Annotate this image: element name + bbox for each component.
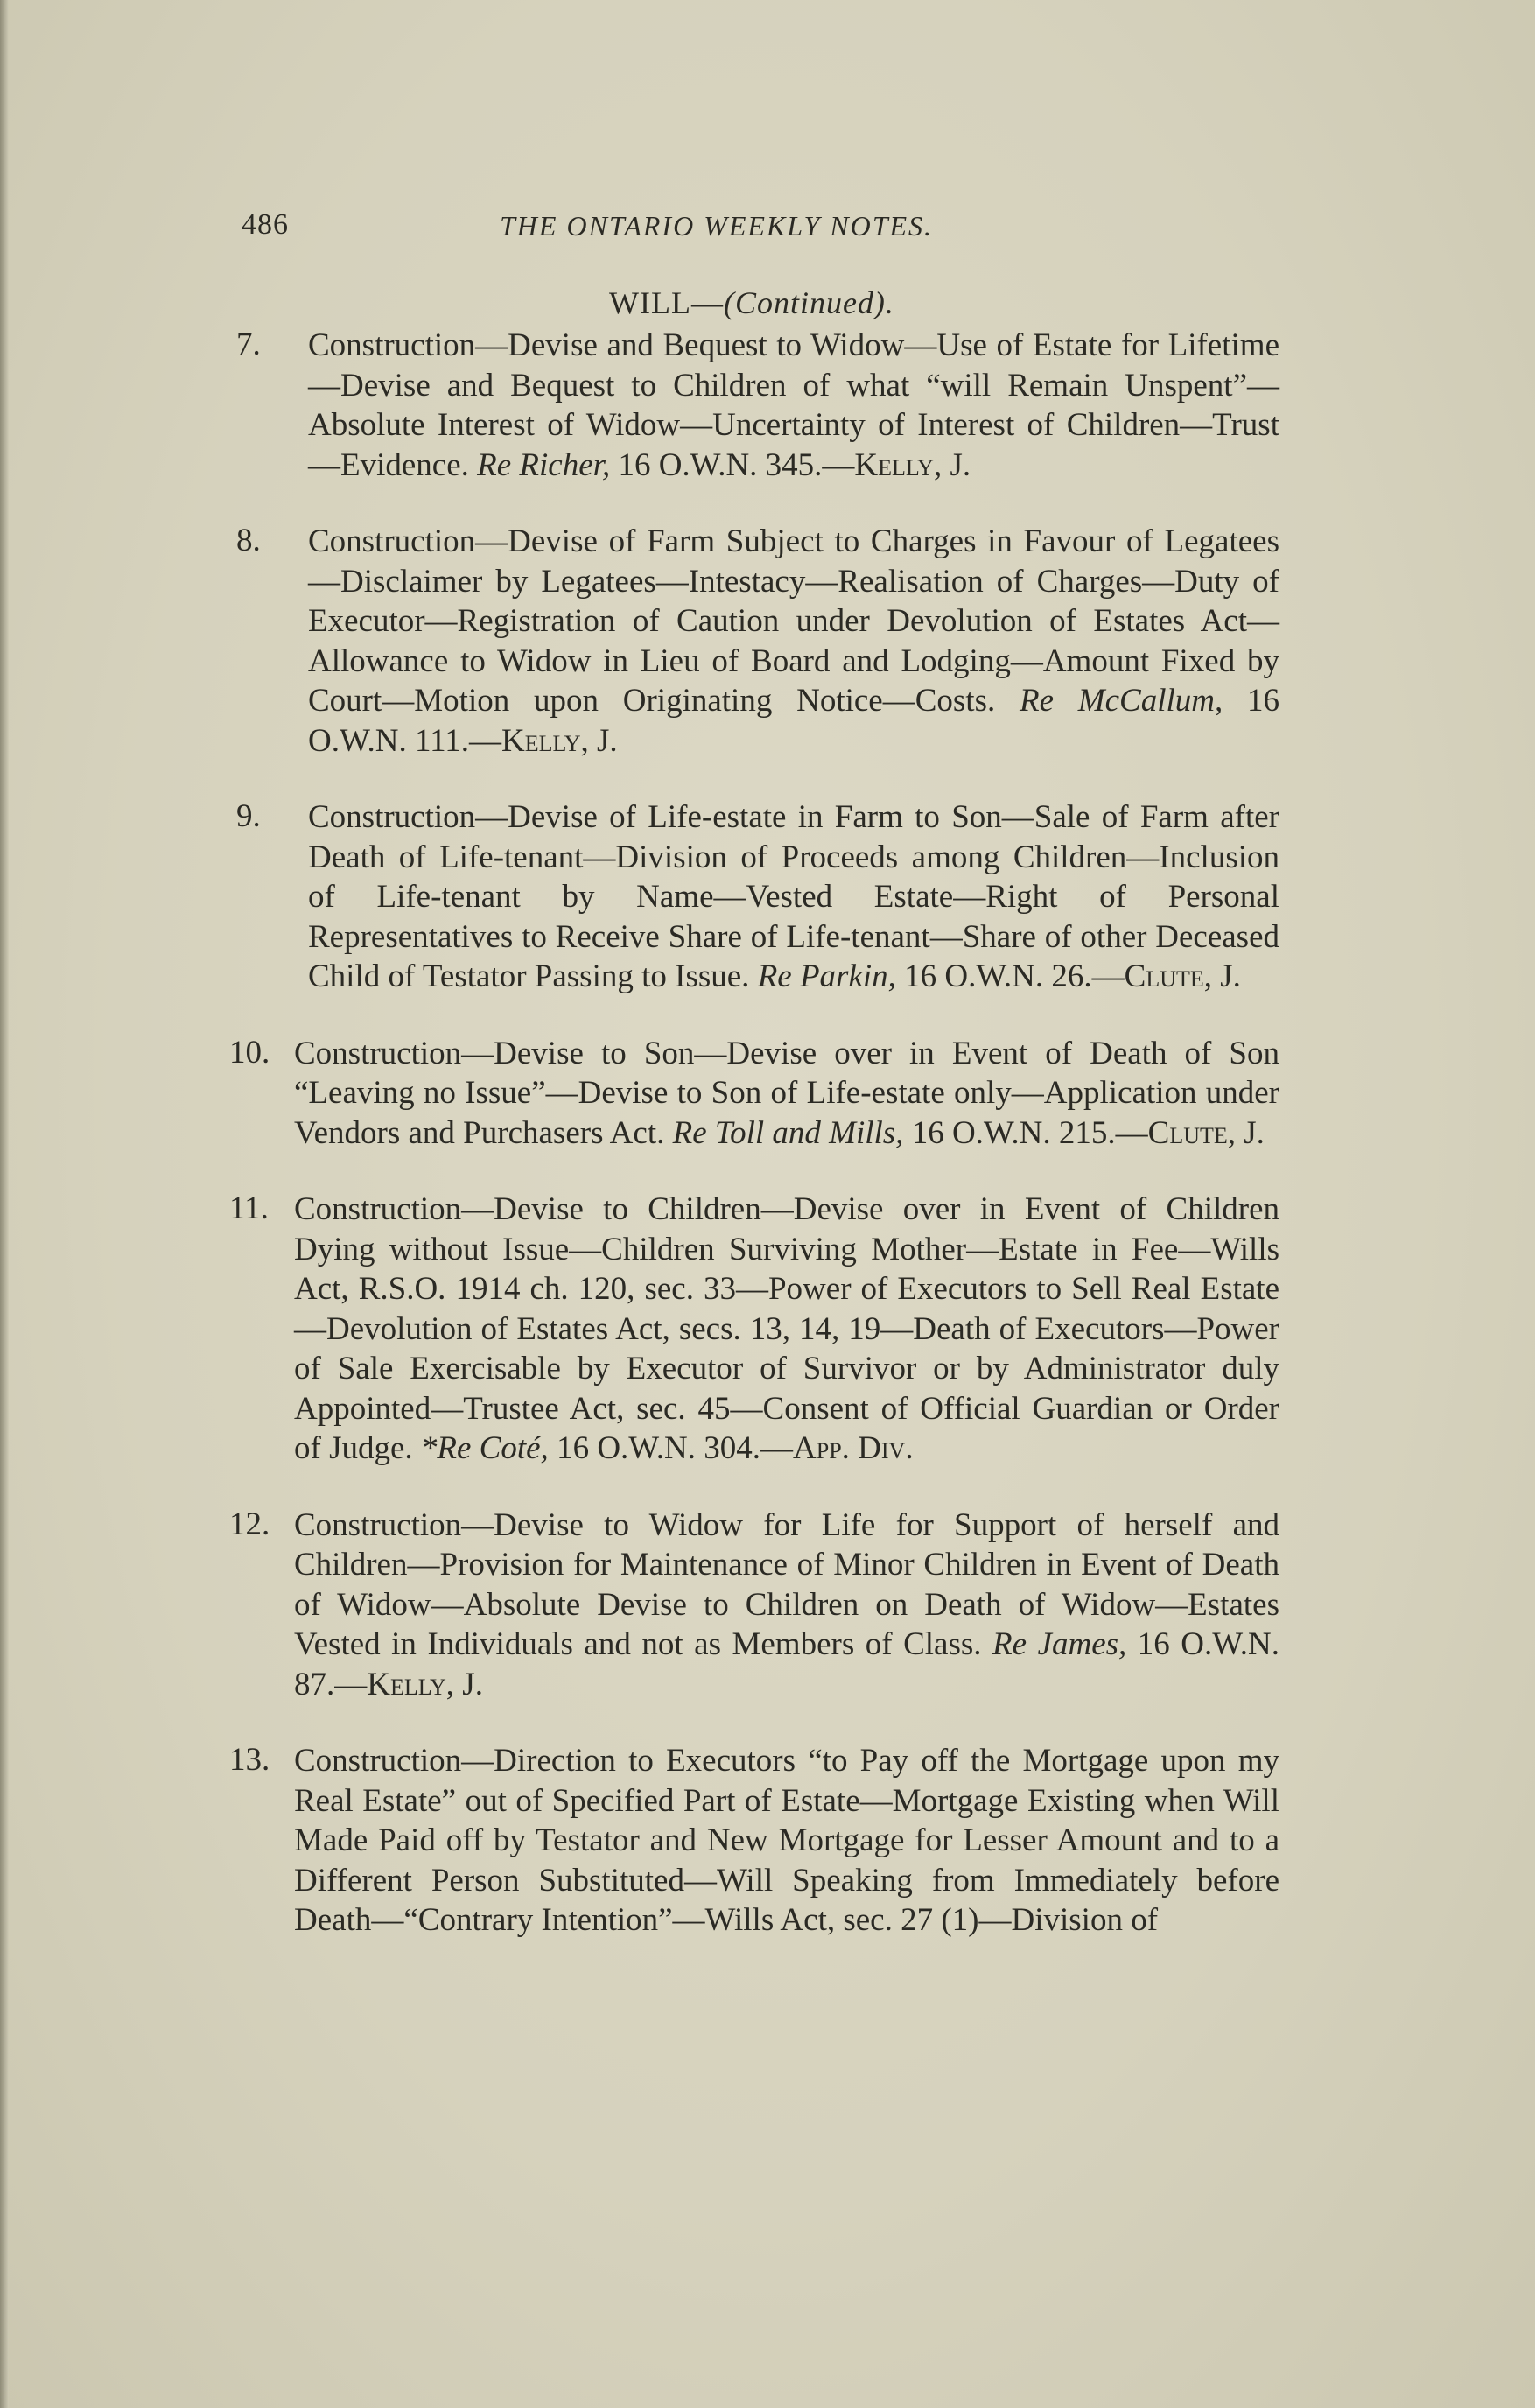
citation: 16 O.W.N. 304.— (557, 1430, 794, 1466)
entry-body: Construction—Devise to Children—Devise over in Event of Children Dying without Issue—Children Surviving Mother—Estate in Fee—Wills Act, R.S.O. 1914 ch. 120, sec. 33—Power of Executors to Sell Real Estate—Devolution of Estates Act, secs. 13, 14, 19—Death of Executors—Power of Sale Exercisable by Executor of Survivor or by Administrator duly Appointed—Trustee Act, sec. 45—Consent of Official Guardian or Order of Judge. (294, 1191, 1279, 1466)
entry-11 (229, 1190, 1286, 1469)
entry-body: Construction—Devise to Son—Devise over in Event of Death of Son “Leaving no Issue”—Devise to Son of Life-estate only—Application under Vendors and Purchasers Act. (294, 1035, 1279, 1151)
entry-text (308, 522, 1279, 761)
entry-text (308, 797, 1279, 997)
citation: 16 O.W.N. 345.— (618, 446, 855, 483)
case-name: Re Parkin, (757, 958, 896, 994)
judge: Clute, J. (1147, 1114, 1265, 1151)
judge: Clute, J. (1124, 958, 1241, 994)
entries-list (229, 326, 1286, 1977)
case-name: Re Toll and Mills, (672, 1114, 904, 1151)
entry-body: Construction—Devise to Widow for Life for Support of herself and Children—Provision for Maintenance of Minor Children in Event of Death of Widow—Absolute Devise to Children on Death of Widow—Estates Vested in Individuals and not as Members of Class. (294, 1506, 1279, 1662)
case-name: Re Richer, (477, 446, 611, 483)
entry-number: 11. (229, 1190, 269, 1226)
section-title: WILL (609, 285, 691, 320)
judge: App. Div. (793, 1430, 914, 1466)
section-continued: (Continued). (723, 285, 894, 320)
entry-body: Construction—Devise and Bequest to Widow—Use of Estate for Lifetime—Devise and Bequest to Children of what “will Remain Unspent”—Absolute Interest of Widow—Uncertainty of Interest of Children—Trust—Evidence. (308, 327, 1279, 483)
entry-text (294, 1034, 1279, 1154)
entry-body: Construction—Direction to Executors “to Pay off the Mortgage upon my Real Estate” out of Specified Part of Estate—Mortgage Existing when Will Made Paid off by Testator and New Mortgage for Lesser Amount and to a Different Person Substituted—Will Speaking from Immediately before Death—“Contrary Intention”—Wills Act, sec. 27 (1)—Division of (294, 1743, 1279, 1938)
entry-text (308, 326, 1279, 485)
judge: Kelly, J. (854, 446, 971, 483)
entry-13 (229, 1741, 1286, 1941)
running-head: THE ONTARIO WEEKLY NOTES. (500, 210, 934, 242)
judge: Kelly, J. (501, 722, 618, 759)
page-number: 486 (242, 208, 289, 241)
entry-text (294, 1506, 1279, 1705)
case-name: Re McCallum, (1020, 683, 1223, 719)
page-edge-shadow (0, 0, 9, 2408)
page-header (242, 208, 1029, 252)
citation: 16 O.W.N. 215.— (911, 1114, 1148, 1151)
citation: 16 O.W.N. 87.— (294, 1626, 1280, 1702)
entry-number: 10. (229, 1034, 270, 1071)
section-heading: WILL—(Continued). (609, 285, 894, 320)
entry-12 (229, 1506, 1286, 1705)
entry-number: 12. (229, 1506, 270, 1542)
entry-number: 9. (236, 798, 261, 834)
case-name: *Re Coté, (420, 1430, 549, 1466)
entry-10 (229, 1034, 1286, 1154)
entry-body: Construction—Devise of Life-estate in Farm to Son—Sale of Farm after Death of Life-tenant—Division of Proceeds among Children—Inclusion of Life-tenant by Name—Vested Estate—Right of Personal Representatives to Receive Share of Life-tenant—Share of other Deceased Child of Testator Passing to Issue. (308, 799, 1279, 994)
entry-8 (236, 522, 1286, 761)
citation: 16 O.W.N. 26.— (904, 958, 1125, 994)
entry-9 (236, 797, 1286, 997)
entry-body: Construction—Devise of Farm Subject to Charges in Favour of Legatees—Disclaimer by Legatees—Intestacy—Realisation of Charges—Duty of Executor—Registration of Caution under Devolution of Estates Act—Allowance to Widow in Lieu of Board and Lodging—Amount Fixed by Court—Motion upon Originating Notice—Costs. (308, 523, 1279, 719)
entry-text (294, 1741, 1279, 1941)
entry-number: 13. (229, 1742, 270, 1778)
entry-7 (236, 326, 1286, 485)
case-name: Re James, (992, 1626, 1127, 1662)
entry-number: 7. (236, 326, 261, 362)
judge: Kelly, J. (367, 1666, 483, 1702)
entry-text (294, 1190, 1279, 1469)
entry-number: 8. (236, 523, 261, 558)
citation: 16 O.W.N. 111.— (308, 683, 1280, 759)
